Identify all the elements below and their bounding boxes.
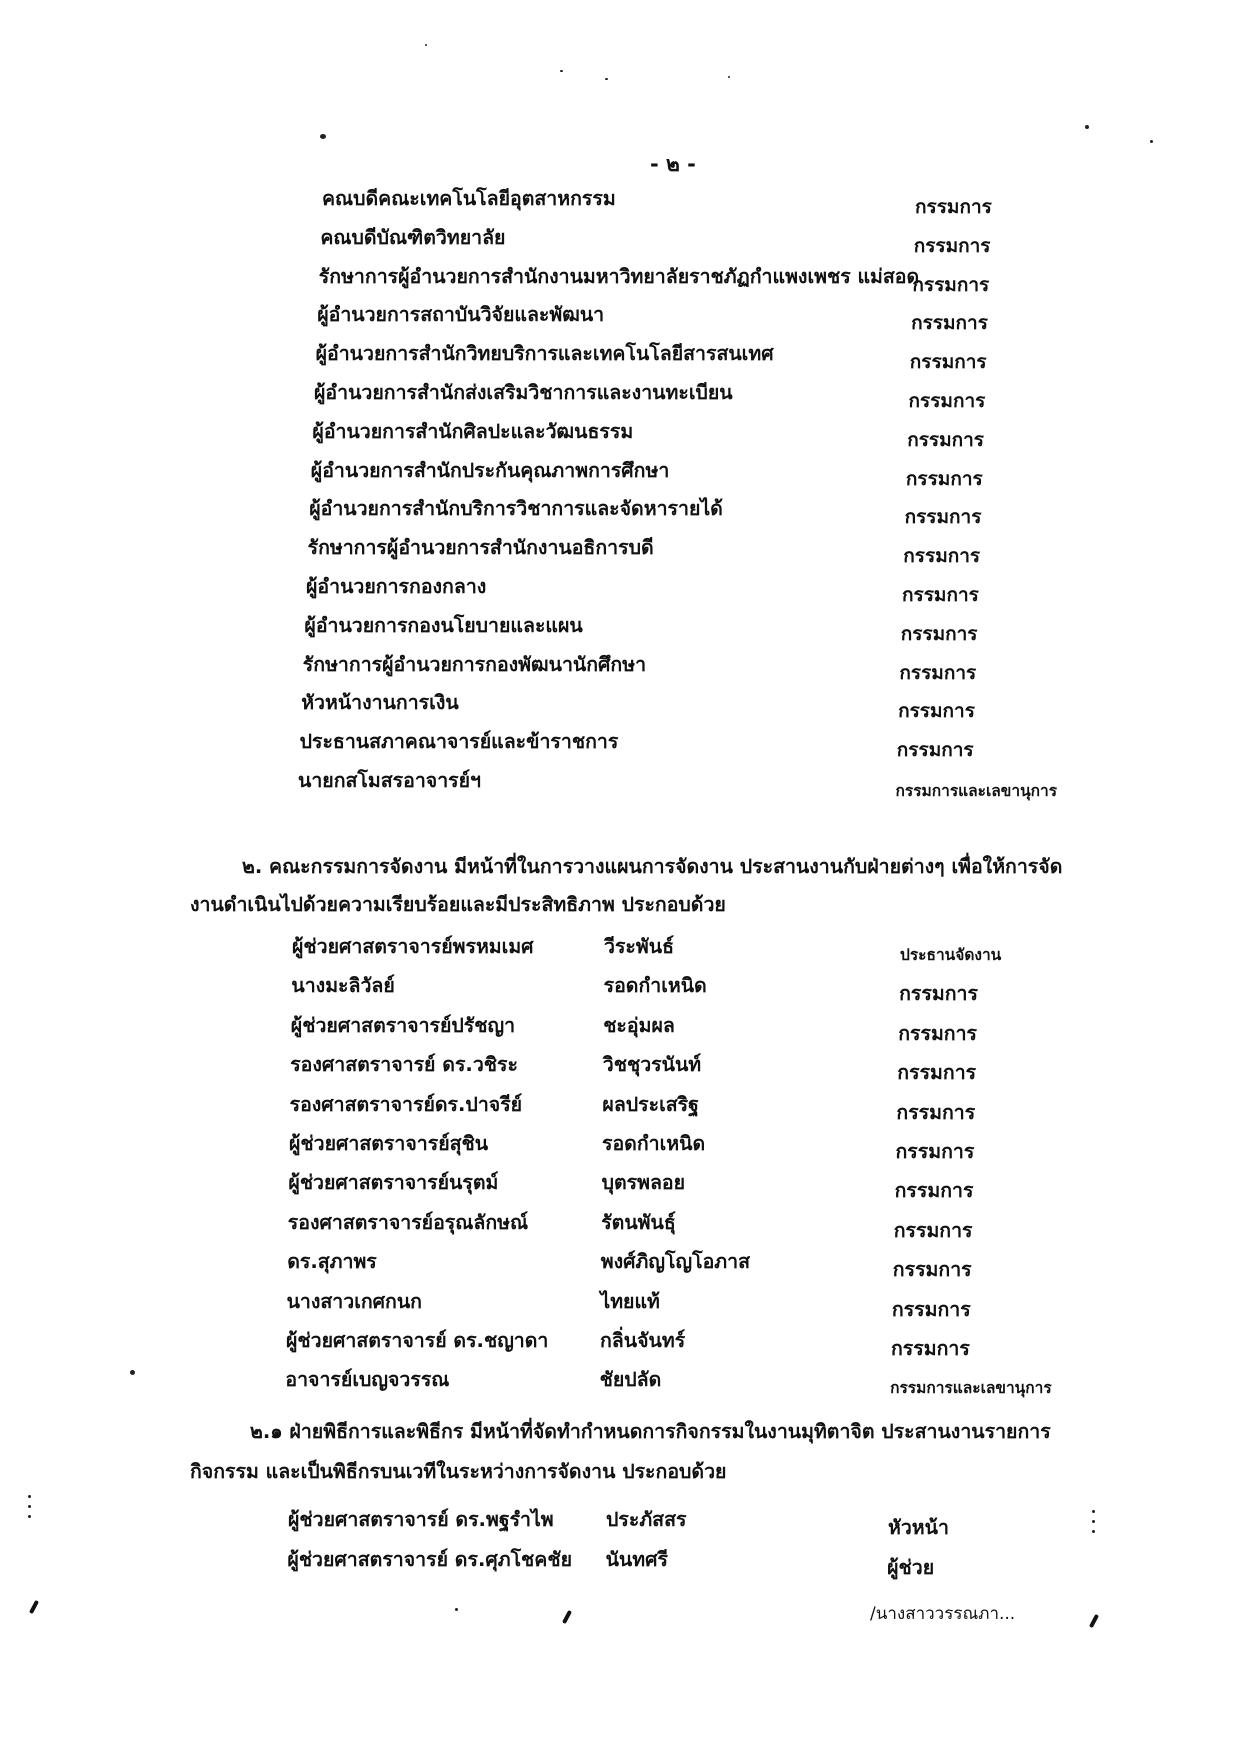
member-name: ผู้ช่วยศาสตราจารย์ปรัชญา (290, 1013, 516, 1037)
member-name: ผู้ช่วยศาสตราจารย์สุชิน (289, 1132, 489, 1155)
member-role: ประธานจัดงาน (900, 946, 1002, 964)
committee-role: กรรมการ (912, 273, 990, 296)
member-role: หัวหน้า (888, 1516, 949, 1539)
member-surname: นันทศรี (605, 1548, 668, 1571)
member-surname: ชะอุ่มผล (603, 1013, 675, 1037)
scan-speck (28, 1495, 31, 1498)
member-row (0, 1285, 1236, 1319)
committee-row (0, 686, 1236, 723)
scan-mark (1089, 1614, 1099, 1628)
committee-position: หัวหน้างานการเงิน (301, 691, 459, 715)
committee-row (0, 221, 1236, 255)
member-surname: รัตนพันธุ์ (601, 1210, 676, 1234)
member-surname: ไทยแท้ (600, 1289, 660, 1313)
member-row (0, 1324, 1236, 1358)
committee-row (0, 609, 1236, 643)
committee-role: กรรมการ (896, 739, 974, 762)
committee-role: กรรมการ (900, 622, 978, 645)
continuation-note: /นางสาววรรณภา... (870, 1604, 1016, 1624)
member-role: กรรมการและเลขานุการ (890, 1379, 1052, 1398)
member-role: กรรมการ (893, 1218, 973, 1242)
scan-speck (28, 1505, 31, 1508)
scan-mark (562, 1610, 572, 1624)
scan-speck (130, 1370, 135, 1375)
section-2-1-paragraph-line-1: ๒.๑ ฝ่ายพิธีการและพิธีกร มีหน้าที่จัดทำกำหนดการกิจกรรมในงานมุทิตาจิต ประสานงานรายการ (250, 1420, 1051, 1443)
member-name: ดร.สุภาพร (287, 1250, 377, 1274)
committee-role: กรรมการ (911, 312, 988, 335)
committee-position: ประธานสภาคณาจารย์และข้าราชการ (299, 730, 619, 754)
committee-position: คณบดีคณะเทคโนโลยีอุตสาหกรรม (322, 187, 616, 210)
committee-role: กรรมการ (908, 390, 986, 412)
member-surname: ชัยปลัด (599, 1368, 662, 1392)
member-name: รองศาสตราจารย์ ดร.วชิระ (290, 1053, 518, 1077)
committee-role: กรรมการ (915, 196, 992, 218)
member-row (0, 1048, 1236, 1085)
committee-row (0, 376, 1236, 410)
member-surname: รอดกำเหนิด (602, 1132, 706, 1155)
committee-position: ผู้อำนวยการสำนักศิลปะและวัฒนธรรม (312, 419, 634, 443)
member-name: รองศาสตราจารย์อรุณลักษณ์ (287, 1210, 529, 1234)
member-name: นางสาวเกศกนก (286, 1289, 422, 1313)
committee-position: รักษาการผู้อำนวยการสำนักงานอธิการบดี (307, 536, 654, 560)
member-surname: บุตรพลอย (601, 1171, 686, 1195)
committee-role: กรรมการ (899, 661, 977, 684)
committee-role: กรรมการ (903, 545, 981, 568)
member-name: ผู้ช่วยศาสตราจารย์นรุตม์ (288, 1171, 499, 1195)
scan-speck (320, 134, 326, 139)
member-role: กรรมการ (894, 1179, 974, 1203)
member-role: กรรมการ (897, 1061, 977, 1085)
member-role: กรรมการ (891, 1297, 971, 1321)
member-name: นางมะลิวัลย์ (291, 974, 395, 998)
scan-speck (1092, 1520, 1095, 1523)
member-role: กรรมการ (891, 1337, 970, 1360)
member-row (0, 969, 1236, 1006)
member-row (0, 1009, 1236, 1043)
committee-row (0, 492, 1236, 529)
scan-mark (29, 1600, 39, 1614)
committee-row (0, 182, 1236, 216)
committee-position: ผู้อำนวยการสำนักบริการวิชาการและจัดหารายได้ (309, 497, 723, 521)
member-row (0, 1127, 1236, 1161)
committee-role: กรรมการ (898, 700, 975, 723)
committee-position: รักษาการผู้อำนวยการกองพัฒนานักศึกษา (302, 652, 647, 676)
member-surname: พงศ์ภิญโญโอภาส (600, 1250, 750, 1274)
member-role: ผู้ช่วย (887, 1556, 935, 1579)
committee-row (0, 337, 1236, 374)
member-row (0, 1088, 1236, 1122)
committee-row (0, 725, 1236, 762)
member-row (0, 1206, 1236, 1240)
scan-speck (1085, 125, 1089, 129)
page-number: - ๒ - (650, 152, 696, 176)
committee-row (0, 531, 1236, 568)
member-name: ผู้ช่วยศาสตราจารย์ ดร.ชญาดา (286, 1329, 549, 1352)
committee-role: กรรมการ (905, 467, 983, 490)
member-surname: วิชชุวรนันท์ (602, 1053, 702, 1077)
scan-speck (605, 78, 608, 80)
member-row (0, 1363, 1236, 1397)
member-surname: กลิ่นจันทร์ (600, 1329, 686, 1352)
member-row (0, 1245, 1236, 1282)
committee-row (0, 454, 1236, 488)
committee-row (0, 764, 1236, 798)
committee-row (0, 648, 1236, 682)
member-role: กรรมการ (898, 1021, 978, 1045)
scan-speck (425, 44, 427, 46)
section-2-1-paragraph-line-2: กิจกรรม และเป็นพิธีกรบนเวทีในระหว่างการจัดงาน ประกอบด้วย (190, 1460, 727, 1483)
member-row (0, 930, 1236, 964)
member-role: กรรมการ (895, 1140, 975, 1163)
section-2-paragraph-line-2: งานดำเนินไปด้วยความเรียบร้อยและมีประสิทธิภาพ ประกอบด้วย (190, 893, 726, 916)
member-row (0, 1166, 1236, 1203)
committee-row (0, 260, 1236, 294)
committee-role: กรรมการ (913, 234, 991, 257)
member-name: ผู้ช่วยศาสตราจารย์ ดร.พฐรำไพ (288, 1508, 554, 1531)
committee-position: ผู้อำนวยการกองนโยบายและแผน (304, 613, 583, 637)
committee-position: คณบดีบัณฑิตวิทยาลัย (320, 225, 506, 249)
committee-role: กรรมการ (902, 584, 979, 606)
member-role: กรรมการ (892, 1258, 972, 1282)
committee-position: ผู้อำนวยการกองกลาง (306, 575, 487, 598)
member-surname: รอดกำเหนิด (603, 974, 707, 998)
committee-position: นายกสโมสรอาจารย์ฯ (298, 769, 482, 792)
committee-role: กรรมการ (907, 428, 985, 451)
scan-speck (1150, 140, 1153, 143)
scan-speck (455, 1608, 458, 1611)
committee-position: ผู้อำนวยการสำนักส่งเสริมวิชาการและงานทะเบียน (314, 381, 733, 404)
committee-position: รักษาการผู้อำนวยการสำนักงานมหาวิทยาลัยราชภัฏกำแพงเพชร แม่สอด (318, 264, 920, 288)
committee-row (0, 415, 1236, 449)
scan-speck (1092, 1530, 1095, 1533)
scan-speck (28, 1515, 31, 1518)
member-name: รองศาสตราจารย์ดร.ปาจรีย์ (289, 1092, 523, 1116)
scan-speck (1092, 1510, 1095, 1513)
committee-row (0, 570, 1236, 604)
committee-role: กรรมการ (909, 351, 987, 374)
member-name: ผู้ช่วยศาสตราจารย์พรหมเมศ (292, 935, 534, 958)
member-surname: ประภัสสร (606, 1508, 687, 1531)
committee-role: กรรมการและเลขานุการ (895, 782, 1058, 800)
section-2-paragraph-line-1: ๒. คณะกรรมการจัดงาน มีหน้าที่ในการวางแผนการจัดงาน ประสานงานกับฝ่ายต่างๆ เพื่อให้การจัด (242, 855, 1063, 878)
member-role: กรรมการ (899, 982, 978, 1006)
member-row (0, 1543, 1236, 1577)
committee-position: ผู้อำนวยการสำนักวิทยบริการและเทคโนโลยีสารสนเทศ (315, 342, 774, 366)
member-name: ผู้ช่วยศาสตราจารย์ ดร.ศุภโชคชัย (287, 1548, 572, 1571)
committee-row (0, 298, 1236, 335)
member-name: อาจารย์เบญจวรรณ (285, 1368, 450, 1392)
scan-speck (560, 70, 563, 72)
committee-position: ผู้อำนวยการสำนักประกันคุณภาพการศึกษา (310, 458, 670, 482)
member-row (0, 1503, 1236, 1537)
member-surname: วีระพันธ์ (604, 935, 674, 958)
member-role: กรรมการ (896, 1100, 976, 1124)
member-surname: ผลประเสริฐ (602, 1092, 699, 1116)
scan-speck (728, 76, 730, 78)
committee-role: กรรมการ (904, 506, 982, 529)
committee-position: ผู้อำนวยการสถาบันวิจัยและพัฒนา (317, 303, 605, 327)
